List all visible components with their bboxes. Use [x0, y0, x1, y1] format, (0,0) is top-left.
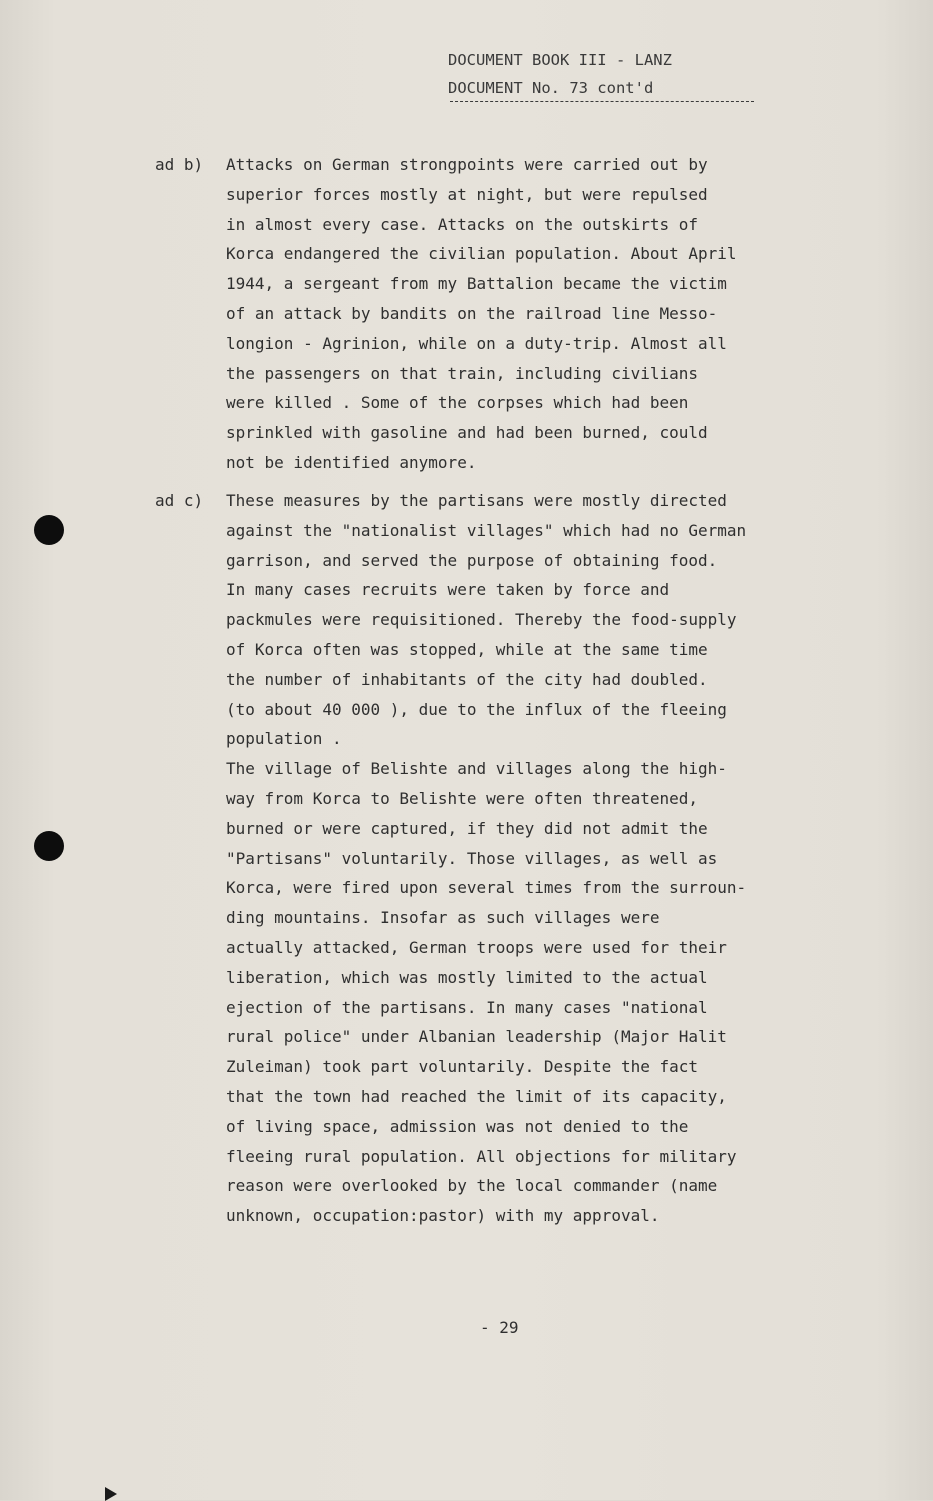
- header-document-number: DOCUMENT No. 73 cont'd: [448, 79, 654, 97]
- text-line: rural police" under Albanian leadership (Major Halit: [226, 1027, 727, 1047]
- text-line: that the town had reached the limit of its capacity,: [226, 1086, 727, 1106]
- text-line: 1944, a sergeant from my Battalion became the victim: [226, 274, 727, 294]
- paragraph-marker: ad b): [155, 155, 204, 174]
- text-line: burned or were captured, if they did not admit the: [226, 818, 708, 838]
- text-line: not be identified anymore.: [226, 452, 477, 472]
- text-line: Zuleiman) took part voluntarily. Despite the fact: [226, 1057, 699, 1077]
- binder-hole: [34, 515, 64, 545]
- text-line: packmules were requisitioned. Thereby the food-supply: [226, 610, 737, 630]
- text-line: The village of Belishte and villages along the high-: [226, 759, 727, 779]
- document-header: [448, 46, 672, 102]
- text-line: garrison, and served the purpose of obtaining food.: [226, 550, 718, 570]
- text-line: against the "nationalist villages" which had no German: [226, 520, 747, 540]
- text-line: fleeing rural population. All objections for military: [226, 1146, 737, 1166]
- text-line: of an attack by bandits on the railroad line Messo-: [226, 303, 718, 323]
- binder-hole: [34, 831, 64, 861]
- text-line: superior forces mostly at night, but were repulsed: [226, 184, 708, 204]
- text-line: in almost every case. Attacks on the outskirts of: [226, 214, 699, 234]
- text-line: unknown, occupation:pastor) with my approval.: [226, 1206, 660, 1226]
- text-line: reason were overlooked by the local commander (name: [226, 1176, 718, 1196]
- text-line: were killed . Some of the corpses which had been: [226, 393, 689, 413]
- text-line: of living space, admission was not denied to the: [226, 1116, 689, 1136]
- text-line: ding mountains. Insofar as such villages were: [226, 908, 660, 928]
- header-underline: [450, 101, 754, 102]
- text-line: In many cases recruits were taken by force and: [226, 580, 670, 600]
- paragraph-body: [226, 150, 737, 478]
- corner-arrow-icon: [105, 1487, 117, 1501]
- text-line: Korca endangered the civilian population. About April: [226, 244, 737, 264]
- text-line: actually attacked, German troops were used for their: [226, 937, 727, 957]
- text-line: the number of inhabitants of the city had doubled.: [226, 669, 708, 689]
- text-line: "Partisans" voluntarily. Those villages, as well as: [226, 848, 718, 868]
- text-line: Attacks on German strongpoints were carried out by: [226, 155, 708, 174]
- text-line: liberation, which was mostly limited to the actual: [226, 967, 708, 987]
- text-line: (to about 40 000 ), due to the influx of the fleeing: [226, 699, 727, 719]
- text-line: way from Korca to Belishte were often threatened,: [226, 788, 699, 808]
- text-line: sprinkled with gasoline and had been burned, could: [226, 423, 708, 443]
- text-line: population .: [226, 729, 342, 749]
- text-line: the passengers on that train, including civilians: [226, 363, 699, 383]
- paragraph-body: [226, 486, 746, 1231]
- text-line: ejection of the partisans. In many cases "national: [226, 997, 708, 1017]
- text-line: of Korca often was stopped, while at the same time: [226, 639, 708, 659]
- paragraph-marker: ad c): [155, 491, 204, 510]
- text-line: longion - Agrinion, while on a duty-trip. Almost all: [226, 333, 727, 353]
- text-line: These measures by the partisans were mostly directed: [226, 491, 727, 510]
- page-number: - 29: [480, 1318, 519, 1337]
- header-book-title: DOCUMENT BOOK III - LANZ: [448, 51, 672, 69]
- text-line: Korca, were fired upon several times from the surroun-: [226, 878, 747, 898]
